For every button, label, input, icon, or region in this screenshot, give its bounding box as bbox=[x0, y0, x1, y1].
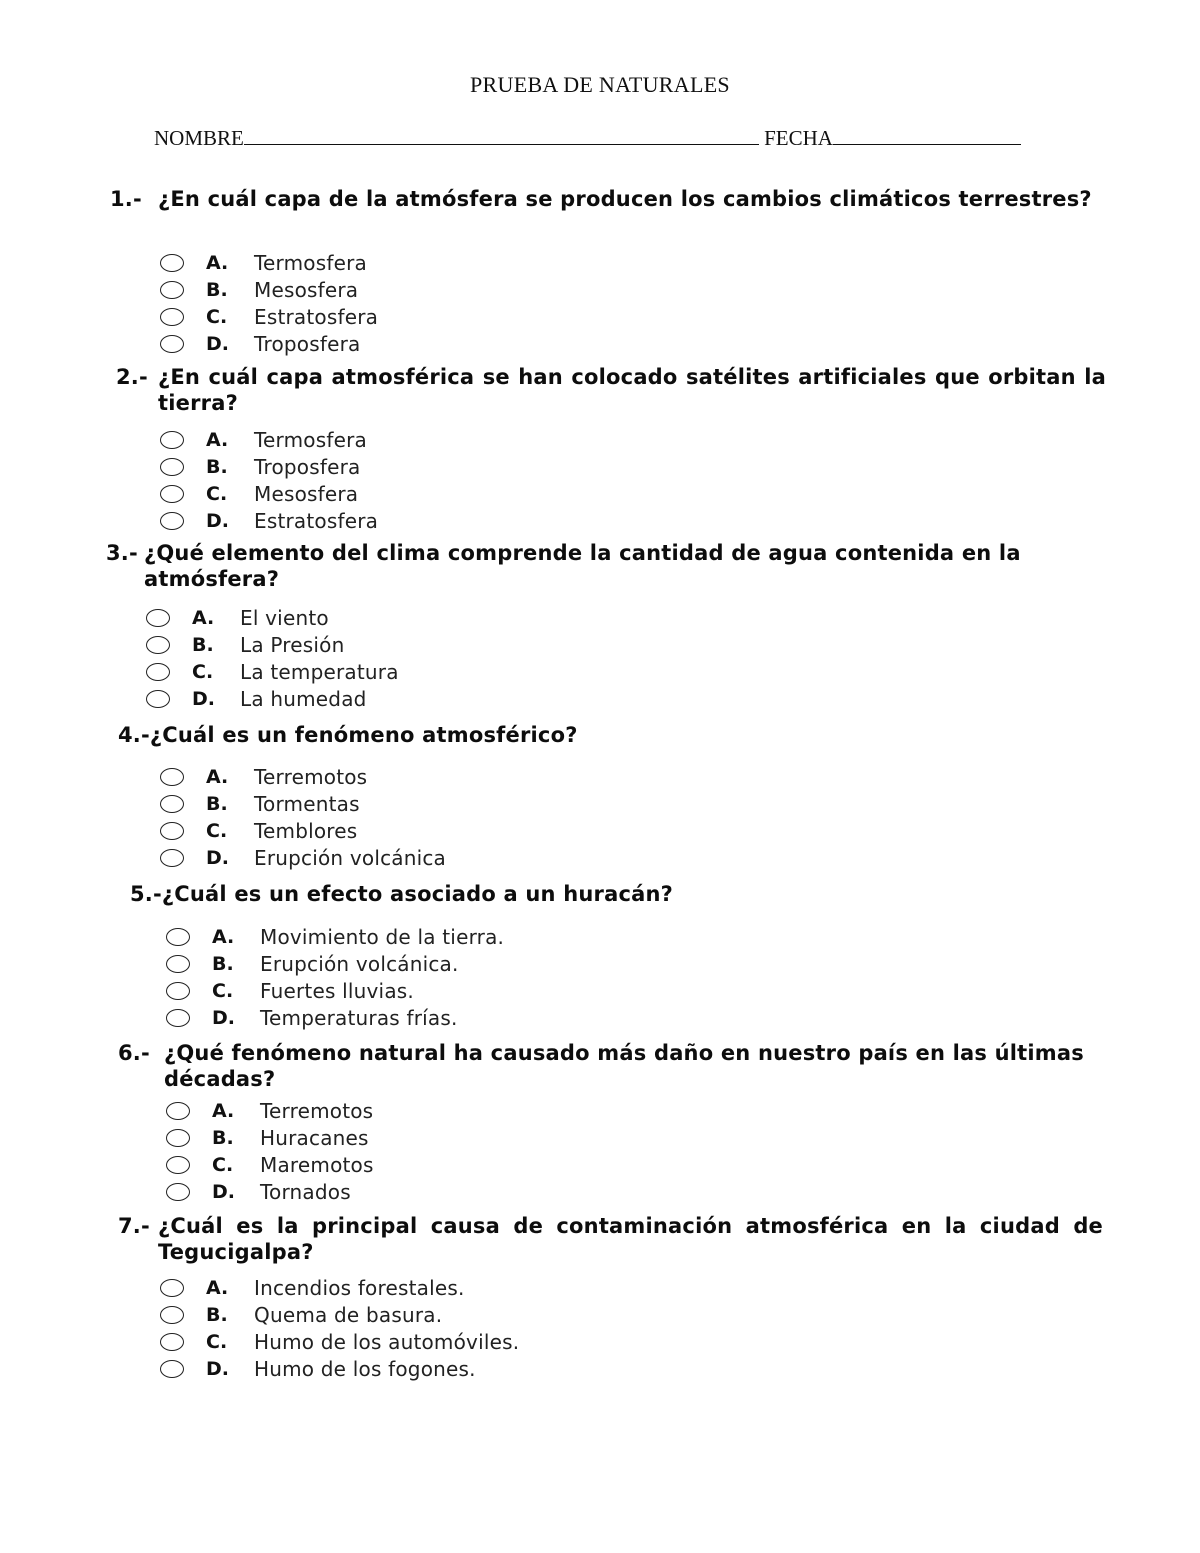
option-7b[interactable] bbox=[160, 1301, 519, 1328]
option-letter: B. bbox=[212, 952, 234, 975]
radio-button-icon[interactable] bbox=[166, 1183, 190, 1201]
name-field[interactable] bbox=[244, 126, 759, 145]
radio-button-icon[interactable] bbox=[146, 663, 170, 681]
option-4a[interactable] bbox=[160, 763, 446, 790]
option-letter: A. bbox=[206, 251, 229, 274]
radio-button-icon[interactable] bbox=[160, 458, 184, 476]
question-number: 6.- bbox=[118, 1041, 150, 1065]
option-letter: C. bbox=[206, 482, 228, 505]
option-text: Terremotos bbox=[254, 764, 368, 789]
radio-button-icon[interactable] bbox=[160, 768, 184, 786]
option-text: Movimiento de la tierra. bbox=[260, 924, 505, 949]
option-text: Termosfera bbox=[254, 250, 367, 275]
option-text: Troposfera bbox=[254, 331, 361, 356]
option-letter: D. bbox=[206, 509, 229, 532]
option-letter: A. bbox=[212, 1099, 235, 1122]
question-number: 1.- bbox=[110, 187, 142, 211]
option-6d[interactable] bbox=[166, 1178, 374, 1205]
question-4 bbox=[118, 722, 1018, 748]
radio-button-icon[interactable] bbox=[166, 1102, 190, 1120]
radio-button-icon[interactable] bbox=[166, 982, 190, 1000]
option-letter: C. bbox=[206, 1330, 228, 1353]
option-text: Tormentas bbox=[254, 791, 360, 816]
question-number: 7.- bbox=[118, 1214, 150, 1238]
option-5d[interactable] bbox=[166, 1004, 504, 1031]
radio-button-icon[interactable] bbox=[146, 690, 170, 708]
radio-button-icon[interactable] bbox=[160, 431, 184, 449]
question-1 bbox=[110, 186, 1110, 212]
option-letter: A. bbox=[206, 428, 229, 451]
option-2b[interactable] bbox=[160, 453, 378, 480]
option-letter: D. bbox=[192, 687, 215, 710]
option-letter: C. bbox=[212, 1153, 234, 1176]
option-letter: C. bbox=[192, 660, 214, 683]
question-text: ¿Cuál es un efecto asociado a un huracán? bbox=[161, 882, 673, 906]
option-text: La temperatura bbox=[240, 659, 399, 684]
radio-button-icon[interactable] bbox=[166, 1129, 190, 1147]
option-1a[interactable] bbox=[160, 249, 378, 276]
page-title: PRUEBA DE NATURALES bbox=[470, 72, 730, 97]
radio-button-icon[interactable] bbox=[160, 308, 184, 326]
radio-button-icon[interactable] bbox=[160, 795, 184, 813]
option-text: Incendios forestales. bbox=[254, 1275, 465, 1300]
option-letter: D. bbox=[206, 846, 229, 869]
question-number: 5.- bbox=[130, 882, 162, 906]
option-text: Estratosfera bbox=[254, 508, 379, 533]
question-3 bbox=[106, 540, 1096, 592]
option-4b[interactable] bbox=[160, 790, 446, 817]
option-3a[interactable] bbox=[146, 604, 399, 631]
question-text: ¿Qué elemento del clima comprende la cantidad de agua contenida en la atmósfera? bbox=[144, 541, 1021, 591]
answer-options-5 bbox=[166, 923, 504, 1031]
question-5 bbox=[130, 881, 1030, 907]
option-letter: B. bbox=[192, 633, 214, 656]
radio-button-icon[interactable] bbox=[160, 254, 184, 272]
question-number: 4.- bbox=[118, 723, 150, 747]
radio-button-icon[interactable] bbox=[146, 636, 170, 654]
option-letter: D. bbox=[212, 1180, 235, 1203]
radio-button-icon[interactable] bbox=[160, 849, 184, 867]
option-4d[interactable] bbox=[160, 844, 446, 871]
radio-button-icon[interactable] bbox=[160, 512, 184, 530]
answer-options-2 bbox=[160, 426, 378, 534]
radio-button-icon[interactable] bbox=[160, 1360, 184, 1378]
answer-options-6 bbox=[166, 1097, 374, 1205]
option-letter: A. bbox=[206, 765, 229, 788]
question-number: 2.- bbox=[116, 365, 148, 389]
option-text: Huracanes bbox=[260, 1125, 369, 1150]
option-6a[interactable] bbox=[166, 1097, 374, 1124]
option-text: Erupción volcánica. bbox=[260, 951, 459, 976]
option-3b[interactable] bbox=[146, 631, 399, 658]
date-field[interactable] bbox=[833, 126, 1021, 145]
option-7c[interactable] bbox=[160, 1328, 519, 1355]
question-text: ¿En cuál capa atmosférica se han colocado satélites artificiales que orbitan la tierra? bbox=[158, 365, 1106, 415]
option-letter: A. bbox=[212, 925, 235, 948]
question-text: ¿Cuál es la principal causa de contaminación atmosférica en la ciudad de Tegucigalpa? bbox=[158, 1214, 1103, 1264]
question-text: ¿Cuál es un fenómeno atmosférico? bbox=[149, 723, 578, 747]
option-letter: B. bbox=[206, 278, 228, 301]
question-text: ¿En cuál capa de la atmósfera se producen los cambios climáticos terrestres? bbox=[158, 187, 1092, 211]
answer-options-4 bbox=[160, 763, 446, 871]
radio-button-icon[interactable] bbox=[146, 609, 170, 627]
option-5b[interactable] bbox=[166, 950, 504, 977]
radio-button-icon[interactable] bbox=[160, 281, 184, 299]
answer-options-3 bbox=[146, 604, 399, 712]
option-2c[interactable] bbox=[160, 480, 378, 507]
option-5a[interactable] bbox=[166, 923, 504, 950]
question-6 bbox=[118, 1040, 1108, 1092]
option-letter: C. bbox=[206, 819, 228, 842]
option-2a[interactable] bbox=[160, 426, 378, 453]
option-4c[interactable] bbox=[160, 817, 446, 844]
option-6b[interactable] bbox=[166, 1124, 374, 1151]
option-letter: B. bbox=[206, 455, 228, 478]
option-letter: A. bbox=[206, 1276, 229, 1299]
option-letter: D. bbox=[206, 1357, 229, 1380]
radio-button-icon[interactable] bbox=[160, 485, 184, 503]
option-letter: C. bbox=[206, 305, 228, 328]
option-text: Humo de los fogones. bbox=[254, 1356, 476, 1381]
option-1b[interactable] bbox=[160, 276, 378, 303]
option-1c[interactable] bbox=[160, 303, 378, 330]
radio-button-icon[interactable] bbox=[160, 1279, 184, 1297]
option-text: La humedad bbox=[240, 686, 367, 711]
radio-button-icon[interactable] bbox=[160, 335, 184, 353]
name-label: NOMBRE bbox=[154, 126, 244, 150]
student-header bbox=[154, 126, 1021, 151]
option-3d[interactable] bbox=[146, 685, 399, 712]
radio-button-icon[interactable] bbox=[160, 822, 184, 840]
option-text: Termosfera bbox=[254, 427, 367, 452]
radio-button-icon[interactable] bbox=[160, 1333, 184, 1351]
option-text: Quema de basura. bbox=[254, 1302, 443, 1327]
option-text: Erupción volcánica bbox=[254, 845, 447, 870]
question-text: ¿Qué fenómeno natural ha causado más daño en nuestro país en las últimas décadas? bbox=[164, 1041, 1084, 1091]
option-text: Mesosfera bbox=[254, 277, 359, 302]
radio-button-icon[interactable] bbox=[166, 1156, 190, 1174]
option-letter: A. bbox=[192, 606, 215, 629]
option-text: Terremotos bbox=[260, 1098, 374, 1123]
option-letter: C. bbox=[212, 979, 234, 1002]
option-6c[interactable] bbox=[166, 1151, 374, 1178]
option-text: Tornados bbox=[260, 1179, 351, 1204]
option-text: Temperaturas frías. bbox=[260, 1005, 458, 1030]
option-letter: B. bbox=[212, 1126, 234, 1149]
radio-button-icon[interactable] bbox=[166, 1009, 190, 1027]
option-letter: B. bbox=[206, 792, 228, 815]
radio-button-icon[interactable] bbox=[160, 1306, 184, 1324]
option-letter: D. bbox=[206, 332, 229, 355]
question-2 bbox=[116, 364, 1106, 416]
option-letter: D. bbox=[212, 1006, 235, 1029]
question-7 bbox=[118, 1213, 1103, 1265]
option-5c[interactable] bbox=[166, 977, 504, 1004]
option-text: La Presión bbox=[240, 632, 345, 657]
option-text: Temblores bbox=[254, 818, 358, 843]
option-7d[interactable] bbox=[160, 1355, 519, 1382]
option-text: Troposfera bbox=[254, 454, 361, 479]
option-letter: B. bbox=[206, 1303, 228, 1326]
option-text: Fuertes lluvias. bbox=[260, 978, 414, 1003]
answer-options-7 bbox=[160, 1274, 519, 1382]
option-7a[interactable] bbox=[160, 1274, 519, 1301]
answer-options-1 bbox=[160, 249, 378, 357]
question-number: 3.- bbox=[106, 541, 138, 565]
option-text: El viento bbox=[240, 605, 329, 630]
option-text: Estratosfera bbox=[254, 304, 379, 329]
date-label: FECHA bbox=[764, 126, 833, 150]
option-text: Mesosfera bbox=[254, 481, 359, 506]
option-text: Humo de los automóviles. bbox=[254, 1329, 520, 1354]
option-2d[interactable] bbox=[160, 507, 378, 534]
option-3c[interactable] bbox=[146, 658, 399, 685]
radio-button-icon[interactable] bbox=[166, 928, 190, 946]
radio-button-icon[interactable] bbox=[166, 955, 190, 973]
option-text: Maremotos bbox=[260, 1152, 374, 1177]
option-1d[interactable] bbox=[160, 330, 378, 357]
